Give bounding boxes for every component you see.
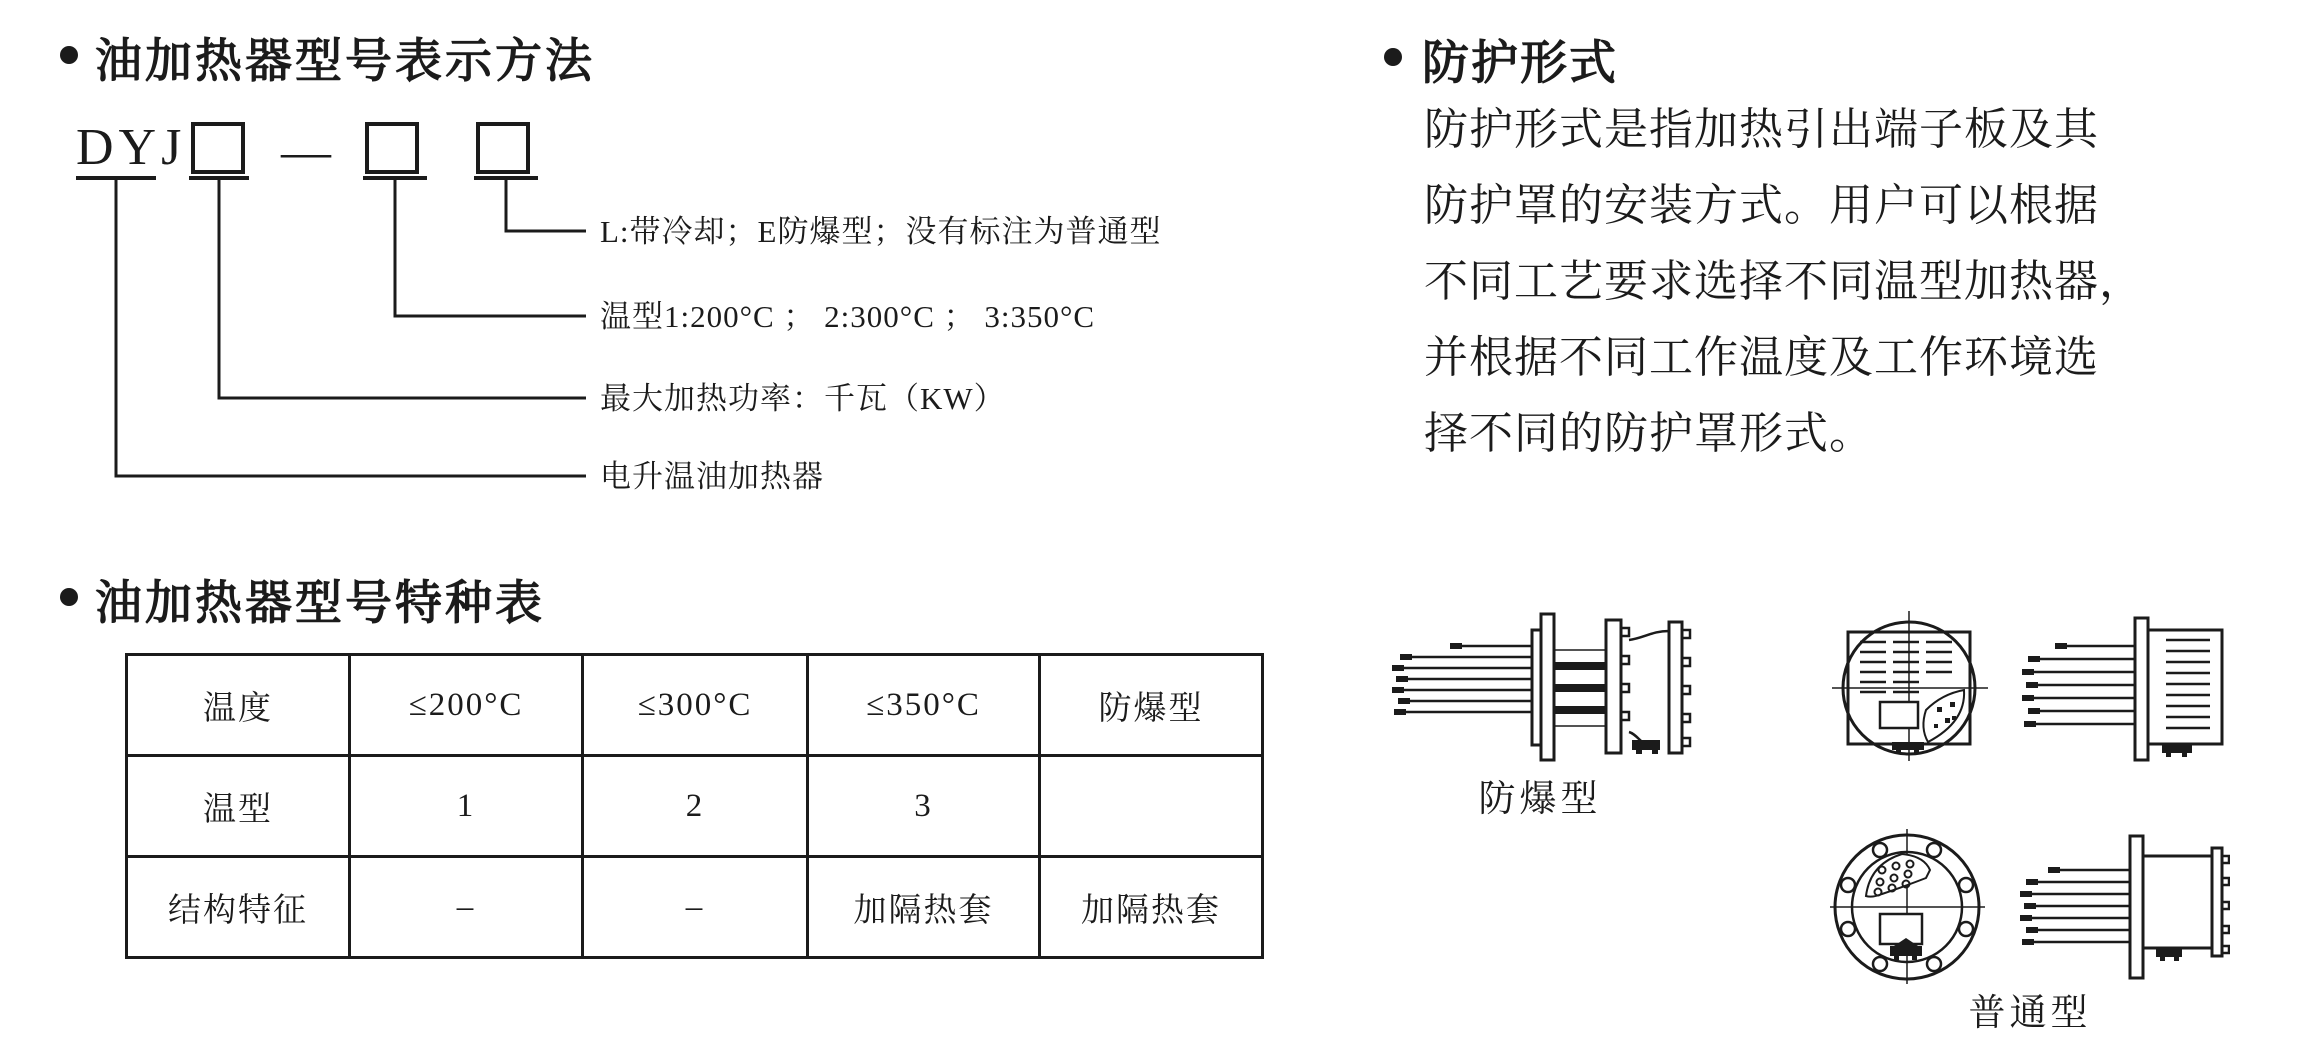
model-prefix: DYJ [76,119,187,176]
bullet-icon [1384,48,1402,66]
figure-ordinary-front [1830,826,2230,986]
table-cell: ≤200°C [350,655,583,756]
table-cell: 2 [583,756,808,857]
table-cell: 温型 [127,756,350,857]
section-title-model-table: 油加热器型号特种表 [95,578,545,630]
table-cell: 加隔热套 [1040,857,1263,958]
table-cell: 加隔热套 [808,857,1040,958]
figure-explosion-proof-side [1370,600,1700,770]
protection-paragraph-line: 不同工艺要求选择不同温型加热器， [1424,257,2144,306]
bullet-icon [60,46,78,64]
figure-vented-cover-front [1830,606,2230,764]
protection-paragraph-line: 防护形式是指加热引出端子板及其 [1424,105,2099,154]
table-cell: ≤350°C [808,655,1040,756]
section-title-model-designation: 油加热器型号表示方法 [95,36,595,88]
table-row [127,756,1263,857]
model-separator: — [281,123,331,179]
figure-caption-ordinary: 普通型 [1968,993,2092,1034]
table-row [127,655,1263,756]
protection-section-heading: 防护形式 [1422,38,1618,90]
table-cell: 温度 [127,655,350,756]
table-cell: – [583,857,808,958]
leader-line-temp-type [395,178,586,316]
table-cell: ≤300°C [583,655,808,756]
table-row [127,857,1263,958]
model-label-temp-type: 温型1:200°C ； 2:300°C ； 3:350°C [600,299,1096,334]
model-label-variant: L:带冷却；E防爆型；没有标注为普通型 [600,214,1162,249]
model-box-temp-type [367,124,417,172]
model-box-power [193,124,243,172]
protection-paragraph-line: 并根据不同工作温度及工作环境选 [1424,333,2099,382]
table-cell [1040,756,1263,857]
spec-table [125,653,1264,959]
table-cell: 防爆型 [1040,655,1263,756]
protection-paragraph-line: 防护罩的安装方式。用户可以根据 [1424,181,2099,230]
leader-line-prefix [116,178,586,476]
model-label-prefix: 电升温油加热器 [600,459,824,494]
table-cell: 1 [350,756,583,857]
protection-paragraph-line: 择不同的防护罩形式。 [1424,409,1874,458]
figure-caption-explosion-proof: 防爆型 [1478,779,1602,820]
leader-line-power [219,178,586,398]
model-box-variant [478,124,528,172]
table-cell: – [350,857,583,958]
model-label-power: 最大加热功率：千瓦（KW） [600,381,1006,416]
table-cell: 3 [808,756,1040,857]
leader-line-variant [506,178,586,231]
bullet-icon [60,588,78,606]
table-cell: 结构特征 [127,857,350,958]
